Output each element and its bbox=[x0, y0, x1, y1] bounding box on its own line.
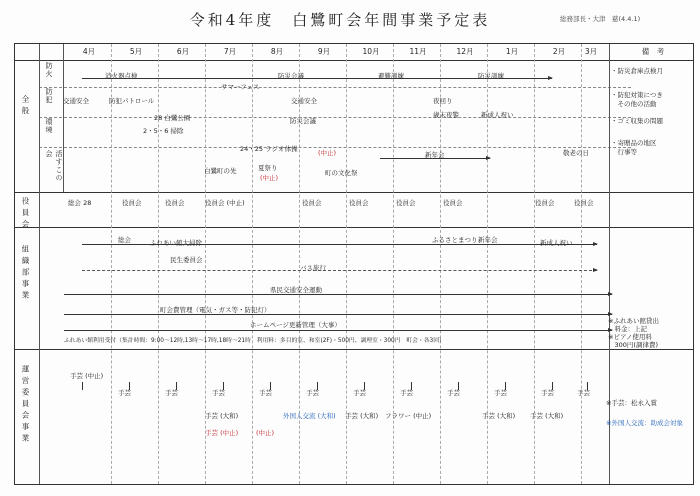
event: 防災会議 bbox=[290, 117, 316, 125]
org-event: 新年会 bbox=[478, 236, 498, 244]
event-cancel: (中止) bbox=[260, 174, 279, 182]
org-remark: 料金：上記 bbox=[608, 325, 647, 333]
ops-event: 手芸 bbox=[118, 389, 131, 397]
ops-event: 手芸 bbox=[577, 389, 590, 397]
ops-event: 手芸 bbox=[541, 389, 554, 397]
event: 夜回り bbox=[433, 97, 453, 105]
org-bar: 町会費管理（電気・ガス等・防犯灯） bbox=[160, 306, 271, 314]
event-cancel: (中止) bbox=[318, 149, 337, 157]
board-event: 役員会 bbox=[574, 199, 594, 207]
event: 白鷺町の先 bbox=[204, 167, 237, 175]
org-event: ふるさとまつり bbox=[432, 236, 478, 244]
month-header: 9月 bbox=[317, 47, 331, 56]
event: 消火器点検 bbox=[105, 72, 138, 80]
ops-event-intl: 外国人交流 (大和) bbox=[283, 412, 336, 420]
ops-event: 手芸 bbox=[212, 389, 225, 397]
board-event: 総会 28 bbox=[68, 199, 92, 207]
ops-event-cancel: 手芸 (中止) bbox=[205, 429, 239, 437]
remark: その他の活動 bbox=[611, 100, 657, 108]
ops-remark: ※外国人交流：助成会対象 bbox=[606, 419, 683, 427]
org-remark: ※ふれあい館貸出 bbox=[608, 317, 659, 325]
ops-event: 手芸 bbox=[353, 389, 366, 397]
org-event: 総会 bbox=[118, 236, 131, 244]
ops-event: 手芸 (大和) bbox=[482, 412, 516, 420]
ops-event: 手芸 bbox=[259, 389, 272, 397]
ops-remark: ※手芸：松永入賞 bbox=[606, 399, 657, 407]
board-event: 役員会 (中止) bbox=[205, 199, 245, 207]
month-header: 1月 bbox=[505, 47, 519, 56]
event: 2・5・6 掃除 bbox=[143, 127, 184, 135]
board-event: 役員会 bbox=[349, 199, 369, 207]
org-event: 民生委員会 bbox=[170, 256, 203, 264]
event: 避難訓練 bbox=[378, 72, 404, 80]
org-remark: ※ピアノ使用料 bbox=[608, 333, 652, 341]
ops-event: フラワー (中止) bbox=[385, 412, 432, 420]
remark: ・寄贈品の地区 bbox=[611, 139, 657, 147]
org-event: ふれあい館大掃除 bbox=[150, 239, 202, 247]
month-header: 2月 bbox=[552, 47, 566, 56]
event: 防災訓練 bbox=[478, 72, 504, 80]
org-event: バス旅行 bbox=[300, 264, 326, 272]
page-title: 令和4年度 白鷺町会年間事業予定表 bbox=[189, 11, 491, 29]
month-header: 12月 bbox=[456, 47, 474, 56]
org-bar: 県民交通安全運動 bbox=[270, 286, 322, 294]
ops-event-cancel: (中止) bbox=[256, 429, 275, 437]
event: 町の文化祭 bbox=[325, 169, 358, 177]
section-ops: 運営委員会事業 bbox=[21, 365, 30, 446]
org-bar: ホームページ更新管理（大事） bbox=[250, 321, 341, 329]
board-event: 役員会 bbox=[302, 199, 322, 207]
event: 新年会 bbox=[425, 151, 445, 159]
event: サマーフェス bbox=[221, 83, 260, 91]
month-header: 5月 bbox=[129, 47, 143, 56]
event: 28 白鷺公園 bbox=[154, 114, 191, 122]
month-header: 10月 bbox=[362, 47, 380, 56]
board-event: 役員会 bbox=[443, 199, 463, 207]
board-event: 役員会 bbox=[396, 199, 416, 207]
ops-event: 手芸 bbox=[447, 389, 460, 397]
remark: ・防犯対策につき bbox=[611, 91, 663, 99]
event: 防犯パトロール bbox=[109, 97, 155, 105]
month-header: 3月 bbox=[584, 47, 598, 56]
board-event: 役員会 bbox=[165, 199, 185, 207]
board-event: 役員会 bbox=[535, 199, 555, 207]
ops-event: 手芸 bbox=[165, 389, 178, 397]
remarks-header: 備 考 bbox=[641, 47, 665, 56]
org-remark: 300円(調律費) bbox=[608, 341, 658, 349]
event: 新成人祝い bbox=[481, 111, 514, 119]
remark: ・ゴミ収集の問題 bbox=[611, 117, 663, 125]
section-board: 役員会 bbox=[21, 197, 30, 232]
sub-club: 活すこの会 bbox=[45, 150, 63, 182]
event: 夏祭り bbox=[258, 164, 278, 172]
org-event: 新成人祝い bbox=[540, 239, 573, 247]
remark: 行事等 bbox=[611, 148, 637, 156]
sub-env: 環境 bbox=[45, 118, 53, 134]
ops-event: 手芸 bbox=[400, 389, 413, 397]
event: 防災会議 bbox=[278, 72, 304, 80]
ops-event: 手芸 (大和) bbox=[205, 412, 239, 420]
event: 交通安全 bbox=[291, 97, 317, 105]
month-header: 8月 bbox=[270, 47, 284, 56]
ops-event: 手芸 bbox=[494, 389, 507, 397]
ops-event: 手芸 (大和) bbox=[530, 412, 564, 420]
event: 交通安全 bbox=[63, 97, 89, 105]
ops-event: 手芸 (中止) bbox=[70, 372, 104, 380]
sub-crime: 防犯 bbox=[45, 88, 53, 104]
sub-fire: 防火 bbox=[45, 62, 53, 78]
board-event: 役員会 bbox=[122, 199, 142, 207]
event: 敬老の日 bbox=[563, 149, 589, 157]
remark: ・防災倉庫点検月 bbox=[611, 67, 663, 75]
section-general: 全般 bbox=[21, 95, 30, 118]
month-header: 11月 bbox=[409, 47, 427, 56]
month-header: 6月 bbox=[176, 47, 190, 56]
section-org: 組織部事業 bbox=[21, 245, 30, 303]
month-header: 7月 bbox=[223, 47, 237, 56]
ops-event: 手芸 (大和) bbox=[345, 412, 379, 420]
month-header: 4月 bbox=[82, 47, 96, 56]
event: 歳末夜警 bbox=[433, 111, 459, 119]
event: 24・25 ラジオ体操 bbox=[240, 145, 298, 153]
ops-event: 手芸 bbox=[306, 389, 319, 397]
org-note: ふれあい館利用受付（集計時間：9:00〜12時,13時〜17時,18時〜21時 利用料：多目的室、和室(2F)・500円、調理室・300円 町会・各3回） bbox=[64, 338, 445, 344]
author-meta: 総務部長・大津 慈(4.4.1) bbox=[560, 15, 641, 23]
